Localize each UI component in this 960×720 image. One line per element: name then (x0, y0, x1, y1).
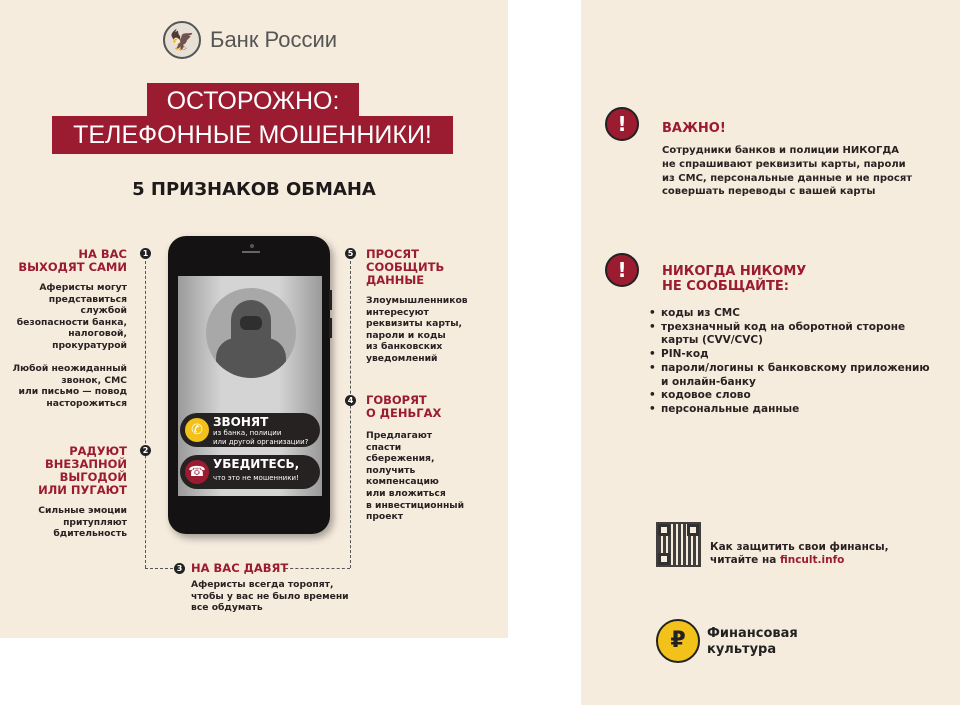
phone-hangup-icon: ☎ (185, 460, 209, 484)
important-body: Сотрудники банков и полиции НИКОГДА не спрашивают реквизиты карты, пароли из СМС, персональные данные и не просят совершать переводы с вашей карты (662, 145, 913, 198)
list-item: карты (CVV/CVC) (661, 334, 763, 347)
sign-3-title: НА ВАС ДАВЯТ (191, 561, 289, 575)
sign-5-body: Злоумышленников интересуют реквизиты карты, пароли и коды из банковских уведомлений (366, 295, 468, 364)
list-item: • пароли/логины к банковскому приложению (649, 362, 930, 376)
sign-1-body-2: Любой неожиданный звонок, СМС или письмо — повод насторожиться (12, 363, 127, 409)
sign-1-body: Аферисты могут представиться службой безопасности банка, налоговой, прокуратурой (16, 282, 127, 351)
title-line-2: ТЕЛЕФОННЫЕ МОШЕННИКИ! (52, 116, 453, 154)
fincult-link[interactable]: fincult.info (779, 554, 845, 566)
subtitle: 5 ПРИЗНАКОВ ОБМАНА (132, 179, 376, 200)
sign-number-1: 1 (140, 248, 151, 259)
sign-number-3: 3 (174, 563, 185, 574)
sign-5-title: ПРОСЯТ СООБЩИТЬ ДАННЫЕ (366, 247, 445, 287)
sign-number-5: 5 (345, 248, 356, 259)
phone-illustration (168, 236, 330, 534)
ruble-coin-icon: ₽ (656, 619, 700, 663)
bank-logo-emblem-icon: 🦅 (163, 21, 201, 59)
sign-3-body: Аферисты всегда торопят, чтобы у вас не было времени все обдумать (191, 579, 349, 614)
sign-4-body: Предлагают спасти сбережения, получить компенсацию или вложиться в инвестиционный проект (366, 430, 465, 523)
never-list (649, 307, 930, 417)
qr-code-icon[interactable] (658, 524, 699, 565)
sign-2-title: РАДУЮТ ВНЕЗАПНОЙ ВЫГОДОЙ ИЛИ ПУГАЮТ (38, 444, 127, 497)
exclamation-bubble-icon: ! (605, 253, 639, 287)
left-poster (0, 0, 508, 638)
sign-2-body: Сильные эмоции притупляют бдительность (38, 505, 127, 540)
list-item: • PIN-код (649, 348, 930, 362)
list-item: • коды из СМС (649, 307, 930, 321)
qr-caption: Как защитить свои финансы, читайте на fincult.info (710, 541, 889, 566)
list-item: • трехзначный код на оборотной стороне (649, 321, 930, 335)
sign-1-title: НА ВАС ВЫХОДЯТ САМИ (18, 247, 127, 274)
list-item: • персональные данные (649, 403, 930, 417)
exclamation-bubble-icon: ! (605, 107, 639, 141)
sign-4-title: ГОВОРЯТ О ДЕНЬГАХ (366, 393, 442, 420)
list-item: • кодовое слово (649, 389, 930, 403)
hangup-banner: ☎ УБЕДИТЕСЬ, что это не мошенники! (180, 455, 320, 489)
important-title: ВАЖНО! (662, 121, 726, 136)
bank-logo-text: Банк России (210, 27, 338, 52)
title-line-1: ОСТОРОЖНО: (147, 83, 359, 119)
sign-number-2: 2 (140, 445, 151, 456)
hacker-avatar-icon (206, 288, 296, 378)
phone-answer-icon: ✆ (185, 418, 209, 442)
brand-name: Финансовая культура (707, 626, 798, 657)
incoming-call-banner: ✆ ЗВОНЯТ из банка, полиции или другой организации? (180, 413, 320, 447)
sign-number-4: 4 (345, 395, 356, 406)
right-poster (581, 0, 960, 705)
list-item: и онлайн-банку (661, 375, 756, 388)
never-title: НИКОГДА НИКОМУ НЕ СООБЩАЙТЕ: (662, 264, 807, 294)
